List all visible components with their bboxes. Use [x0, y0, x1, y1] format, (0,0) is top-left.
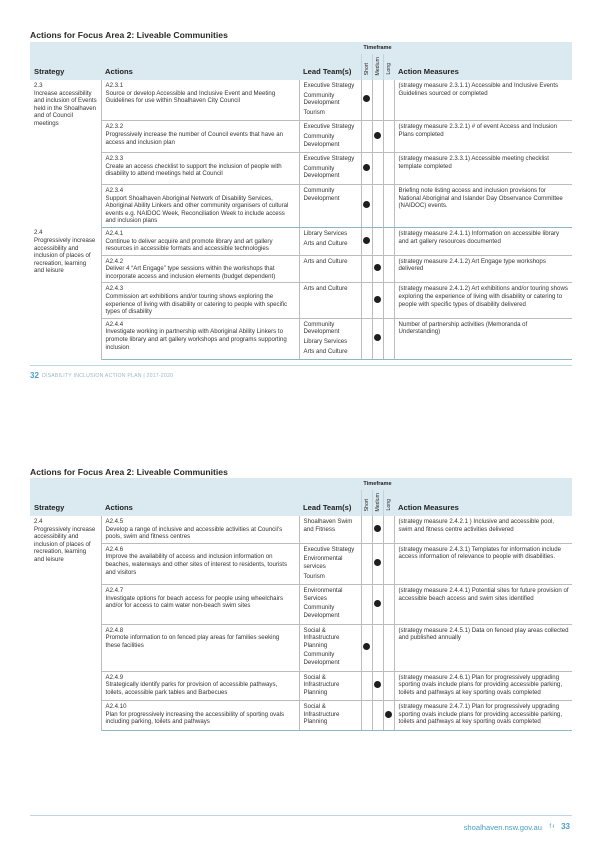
action-code: A2.4.5 [105, 518, 124, 525]
table-row [30, 624, 572, 671]
page-number-left: 32 [30, 371, 39, 380]
lead-team-name: Community Development [303, 604, 340, 619]
medium-header: Medium [374, 492, 381, 511]
timeframe-medium-cell [372, 184, 383, 227]
social-icons[interactable]: f ᵼ [549, 824, 554, 830]
timeframe-long-cell [383, 624, 394, 671]
timeframe-short-cell [361, 184, 372, 227]
lead-team-name: Community Development [303, 320, 340, 336]
lead-team-name: Executive Strategy [303, 123, 355, 131]
action-cell [101, 80, 299, 121]
lead-team-name: Arts and Culture [303, 257, 348, 265]
page2-footer-rule [30, 815, 572, 816]
action-measure-cell: (strategy measure 2.4.7.1) Plan for progressively upgrading sporting ovals include plans for providing accessible parking, toilets and pathways at key sporting ovals completed [394, 701, 572, 731]
lead-team-name: Arts and Culture [303, 285, 348, 293]
action-measure-cell: (strategy measure 2.4.2.1 ) Inclusive and accessible pool, swim and fitness centre activities delivered [394, 516, 572, 543]
timeframe-long-cell [383, 671, 394, 701]
action-code: A2.4.2 [105, 257, 124, 265]
timeframe-long-cell [383, 318, 394, 359]
timeframe-medium-cell [372, 543, 383, 584]
action-code: A2.4.4 [105, 320, 124, 328]
timeframe-dot-icon [374, 600, 381, 607]
action-text: Progressively increase the number of Council events that have an access and inclusion plan [105, 130, 283, 146]
lead-team-name: Community Development [303, 651, 340, 666]
action-code: A2.3.4 [105, 186, 124, 194]
long-header: Long [385, 499, 392, 511]
lead-team-cell [299, 153, 361, 185]
page1-footer-rule [30, 365, 572, 366]
page1-section-title: Actions for Focus Area 2: Liveable Communities [30, 30, 228, 40]
strategy-text: 2.4 Progressively increase accessibility and inclusion of places of recreation, learning and leisure [34, 229, 96, 275]
footer-document-title: DISABILITY INCLUSION ACTION PLAN | 2017-2020 [42, 373, 174, 379]
action-code: A2.4.8 [105, 626, 124, 634]
medium-header: Medium [374, 56, 381, 75]
action-code: A2.3.2 [105, 123, 124, 131]
lead-team-cell [299, 227, 361, 255]
timeframe-dot-icon [374, 334, 381, 341]
action-text: Commission art exhibitions and/or touring shows exploring the experience of living with disability or catering to people with specific types of disability [105, 293, 288, 316]
action-text: Continue to deliver acquire and promote library and art gallery resources in accessible formats and accessible technologies [105, 237, 273, 253]
lead-team-cell [299, 671, 361, 701]
action-measure-cell: (strategy measure 2.4.5.1) Data on fenced play areas collected and published annually [394, 624, 572, 671]
action-code: A2.4.9 [105, 673, 124, 681]
strategy-text: 2.3 Increase accessibility and inclusion of Events held in the Shoalhaven and of Council meetings [34, 82, 97, 127]
action-measures-header: Action Measures [394, 490, 572, 516]
lead-team-name: Library Services [303, 338, 348, 346]
action-measure-cell: (strategy measure 2.4.4.1) Potential sites for future provision of accessible beach access and swim sites identified [394, 585, 572, 624]
table-row [30, 255, 572, 283]
lead-team-name: Environmental Services [303, 587, 343, 602]
timeframe-short-cell [361, 153, 372, 185]
lead-team-cell [299, 80, 361, 121]
action-cell [101, 318, 299, 359]
lead-team-cell [299, 701, 361, 731]
action-text: Develop a range of inclusive and accessible activities at Council’s pools, swim and fitness centres [105, 525, 283, 541]
timeframe-short-cell [361, 227, 372, 255]
timeframe-long-cell [383, 255, 394, 283]
action-text: Support Shoalhaven Aboriginal Network of Disability Services, Aboriginal Ability Linkers and other community organisers of cultural events e.g. NAIDOC Week, Reconciliation Week to include access and inclusion plans [105, 194, 289, 225]
action-text: Strategically identify parks for provision of accessible pathways, toilets, accessible park tables and Barbecues [105, 681, 278, 696]
timeframe-dot-icon [363, 237, 370, 244]
lead-team-name: Library Services [303, 229, 348, 237]
table-row [30, 184, 572, 227]
timeframe-medium-cell [372, 624, 383, 671]
actions-header: Actions [101, 490, 299, 516]
timeframe-dot-icon [363, 164, 370, 171]
timeframe-dot-icon [374, 264, 381, 271]
table-row [30, 283, 572, 318]
strategy-cell [30, 227, 101, 359]
action-measure-cell: (strategy measure 2.3.1.1) Accessible and Inclusive Events Guidelines sourced or completed [394, 80, 572, 121]
action-measure-cell: (strategy measure 2.3.3.1) Accessible meeting checklist template completed [394, 153, 572, 185]
lead-team-name: Shoalhaven Swim and Fitness [303, 518, 353, 533]
lead-team-name: Executive Strategy [303, 82, 355, 89]
actions-header: Actions [101, 54, 299, 80]
action-cell [101, 624, 299, 671]
action-code: A2.3.1 [105, 82, 124, 89]
timeframe-dot-icon [374, 559, 381, 566]
lead-team-name: Executive Strategy [303, 155, 355, 163]
timeframe-short-cell [361, 318, 372, 359]
timeframe-medium-cell [372, 701, 383, 731]
website-link[interactable]: shoalhaven.nsw.gov.au [463, 823, 542, 832]
timeframe-dot-icon [363, 95, 370, 102]
timeframe-long-cell [383, 516, 394, 543]
lead-team-name: Environmental services [303, 555, 343, 570]
action-cell [101, 184, 299, 227]
timeframe-short-cell [361, 671, 372, 701]
strategy-header: Strategy [30, 54, 101, 80]
timeframe-dot-icon [374, 132, 381, 139]
timeframe-long-cell [383, 701, 394, 731]
timeframe-short-cell [361, 121, 372, 153]
action-text: Investigate options for beach access for people using wheelchairs and/or for access to calm water non-beach swim sites [105, 594, 284, 610]
timeframe-medium-cell [372, 671, 383, 701]
page1-actions-table [30, 42, 572, 360]
timeframe-dot-icon [363, 201, 370, 208]
timeframe-short-cell [361, 585, 372, 624]
action-cell [101, 585, 299, 624]
lead-team-name: Arts and Culture [303, 347, 348, 355]
lead-team-header: Lead Team(s) [299, 54, 361, 80]
lead-team-name: Social & Infrastructure Planning [303, 703, 340, 726]
action-cell [101, 516, 299, 543]
timeframe-medium-cell [372, 121, 383, 153]
timeframe-long-cell [383, 121, 394, 153]
table-row [30, 121, 572, 153]
page2-section-title: Actions for Focus Area 2: Liveable Communities [30, 467, 228, 477]
table-row [30, 227, 572, 255]
timeframe-dot-icon [374, 296, 381, 303]
timeframe-long-cell [383, 227, 394, 255]
action-code: A2.4.7 [105, 587, 124, 595]
short-header: Short [363, 62, 370, 75]
long-header: Long [385, 63, 392, 75]
timeframe-header: Timeframe [361, 42, 394, 54]
action-text: Source or develop Accessible and Inclusive Event and Meeting Guidelines for use within Shoalhaven City Council [105, 89, 276, 105]
table-row [30, 80, 572, 121]
table-row [30, 516, 572, 543]
timeframe-medium-cell [372, 585, 383, 624]
action-code: A2.4.10 [105, 703, 127, 711]
action-cell [101, 255, 299, 283]
timeframe-medium-cell [372, 255, 383, 283]
timeframe-medium-cell [372, 153, 383, 185]
lead-team-cell [299, 624, 361, 671]
timeframe-long-cell [383, 543, 394, 584]
lead-team-cell [299, 585, 361, 624]
action-code: A2.4.1 [105, 229, 124, 237]
action-cell [101, 701, 299, 731]
timeframe-short-cell [361, 283, 372, 318]
table-row [30, 318, 572, 359]
table-row [30, 701, 572, 731]
timeframe-header: Timeframe [361, 478, 394, 490]
action-measure-cell: (strategy measure 2.4.1.1) Information on accessible library and art gallery resources documented [394, 227, 572, 255]
timeframe-long-cell [383, 283, 394, 318]
timeframe-short-cell [361, 624, 372, 671]
action-cell [101, 153, 299, 185]
timeframe-long-cell [383, 153, 394, 185]
timeframe-short-cell [361, 80, 372, 121]
timeframe-long-cell [383, 80, 394, 121]
timeframe-medium-cell [372, 318, 383, 359]
action-cell [101, 543, 299, 584]
timeframe-long-cell [383, 184, 394, 227]
lead-team-name: Tourism [303, 108, 325, 116]
action-text: Investigate working in partnership with Aboriginal Ability Linkers to promote library and art gallery workshops and programs supporting inclusion [105, 328, 287, 351]
action-measure-cell: (strategy measure 2.3.2.1) # of event Access and Inclusion Plans completed [394, 121, 572, 153]
action-measures-header: Action Measures [394, 54, 572, 80]
action-text: Promote information to on fenced play areas for families seeking these facilities [105, 634, 280, 649]
action-code: A2.3.3 [105, 155, 124, 163]
timeframe-dot-icon [374, 525, 381, 532]
lead-team-cell [299, 318, 361, 359]
timeframe-long-cell [383, 585, 394, 624]
action-measure-cell: Number of partnership activities (Memoranda of Understanding) [394, 318, 572, 359]
action-text: Plan for progressively increasing the accessibility of sporting ovals including parking, toilets and pathways [105, 710, 284, 726]
action-measure-cell: (strategy measure 2.4.6.1) Plan for progressively upgrading sporting ovals include plans for providing accessible parking, toilets and pathways at key sporting ovals completed [394, 671, 572, 701]
timeframe-dot-icon [374, 681, 381, 688]
table-row [30, 153, 572, 185]
table-row [30, 585, 572, 624]
action-measure-cell: (strategy measure 2.4.1.2) Art Engage type workshops delivered [394, 255, 572, 283]
lead-team-cell [299, 516, 361, 543]
lead-team-name: Arts and Culture [303, 239, 348, 247]
action-cell [101, 121, 299, 153]
page-number-right: 33 [561, 822, 570, 831]
table-row [30, 543, 572, 584]
action-text: Create an access checklist to support the inclusion of people with disability to attend meetings held at Council [105, 162, 282, 178]
timeframe-dot-icon [363, 643, 370, 650]
lead-team-cell [299, 543, 361, 584]
lead-team-cell [299, 121, 361, 153]
action-cell [101, 227, 299, 255]
strategy-cell [30, 516, 101, 731]
lead-team-cell [299, 184, 361, 227]
strategy-cell [30, 80, 101, 227]
lead-team-name: Social & Infrastructure Planning [303, 626, 340, 649]
action-text: Deliver 4 “Art Engage” type sessions within the workshops that incorporate access and inclusion elements (budget dependent) [105, 265, 276, 280]
action-code: A2.4.3 [105, 285, 124, 293]
strategy-text: 2.4 Progressively increase accessibility and inclusion of places of recreation, learning and leisure [34, 518, 96, 563]
lead-team-cell [299, 283, 361, 318]
timeframe-medium-cell [372, 80, 383, 121]
action-measure-cell: (strategy measure 2.4.3.1) Templates for information include access information of relevance to people with disabilities. [394, 543, 572, 584]
lead-team-name: Community Development [303, 164, 340, 180]
action-text: Improve the availability of access and inclusion information on beaches, waterways and other sites of interest to residents, tourists and visitors [105, 553, 288, 576]
timeframe-dot-icon [385, 711, 392, 718]
table-row [30, 671, 572, 701]
lead-team-name: Executive Strategy [303, 545, 355, 553]
strategy-header: Strategy [30, 490, 101, 516]
action-measure-cell: Briefing note listing access and inclusion provisions for National Aboriginal and Islander Day Observance Committee (NAIDOC) events. [394, 184, 572, 227]
timeframe-short-cell [361, 516, 372, 543]
timeframe-short-cell [361, 701, 372, 731]
short-header: Short [363, 498, 370, 511]
timeframe-medium-cell [372, 283, 383, 318]
lead-team-name: Tourism [303, 572, 325, 580]
action-code: A2.4.6 [105, 545, 124, 553]
action-measure-cell: (strategy measure 2.4.1.2) Art exhibitions and/or touring shows exploring the experience of living with disability or catering to people with specific types of disability delivered [394, 283, 572, 318]
action-cell [101, 671, 299, 701]
page2-actions-table [30, 478, 572, 731]
lead-team-name: Community Development [303, 91, 340, 107]
lead-team-header: Lead Team(s) [299, 490, 361, 516]
lead-team-name: Social & Infrastructure Planning [303, 673, 340, 696]
lead-team-name: Community Development [303, 186, 340, 202]
timeframe-medium-cell [372, 516, 383, 543]
lead-team-cell [299, 255, 361, 283]
lead-team-name: Community Development [303, 132, 340, 148]
action-cell [101, 283, 299, 318]
timeframe-medium-cell [372, 227, 383, 255]
timeframe-short-cell [361, 255, 372, 283]
timeframe-short-cell [361, 543, 372, 584]
